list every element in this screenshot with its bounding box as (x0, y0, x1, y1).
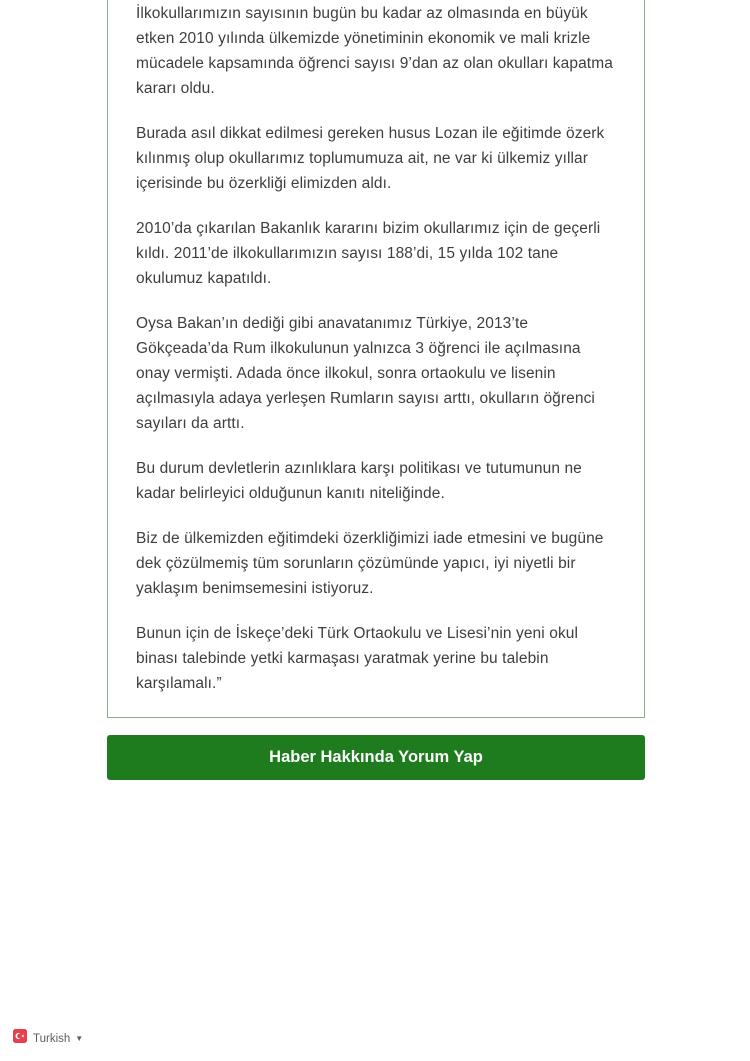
turkish-flag-icon (13, 1029, 27, 1048)
quote-paragraph: İlkokullarımızın sayısının bugün bu kadar az olmasında en büyük etken 2010 yılında ülkemizde yönetiminin ekonomik ve mali krizle mücadele kapsamında öğrenci sayısı 9’dan az olan okulları kapatma kararı oldu. (136, 5, 613, 97)
language-selector-label: Turkish (33, 1032, 71, 1045)
article-quote-box (107, 0, 645, 718)
comment-on-news-button[interactable]: Haber Hakkında Yorum Yap (107, 735, 645, 780)
quote-paragraph: Burada asıl dikkat edilmesi gereken husus Lozan ile eğitimde özerk kılınmış olup okullarımız toplumumuza ait, ne var ki ülkemiz yıllar içerisinde bu özerkliği elimizden aldı. (136, 125, 605, 192)
quote-paragraph: Oysa Bakan’ın dediği gibi anavatanımız Türkiye, 2013’te Gökçeada’da Rum ilkokulunun yalnızca 3 öğrenci ile açılmasına onay vermişti. Adada önce ilkokul, sonra ortaokulu ve lisenin açılmasıyla adaya yerleşen Rumların sayısı arttı, okulların öğrenci sayıları da arttı. (136, 315, 595, 432)
quote-paragraph: Bunun için de İskeçe’deki Türk Ortaokulu ve Lisesi’nin yeni okul binası talebinde yetki karmaşası yaratmak yerine bu talebin karşılamalı.” (136, 625, 579, 692)
quote-paragraph: Bu durum devletlerin azınlıklara karşı politikası ve tutumunun ne kadar belirleyici olduğunun kanıtı niteliğinde. (136, 460, 582, 502)
language-selector[interactable] (13, 1029, 83, 1048)
quote-paragraph: Biz de ülkemizden eğitimdeki özerkliğimizi iade etmesini ve bugüne dek çözülmemiş tüm sorunların çözümünde yapıcı, iyi niyetli bir yaklaşım benimsemesini istiyoruz. (136, 530, 604, 597)
quote-paragraph: 2010’da çıkarılan Bakanlık kararını bizim okullarımız için de geçerli kıldı. 2011’de ilkokullarımızın sayısı 188’di, 15 yılda 102 tane okulumuz kapatıldı. (136, 220, 601, 287)
chevron-down-icon: ▼ (75, 1033, 84, 1043)
